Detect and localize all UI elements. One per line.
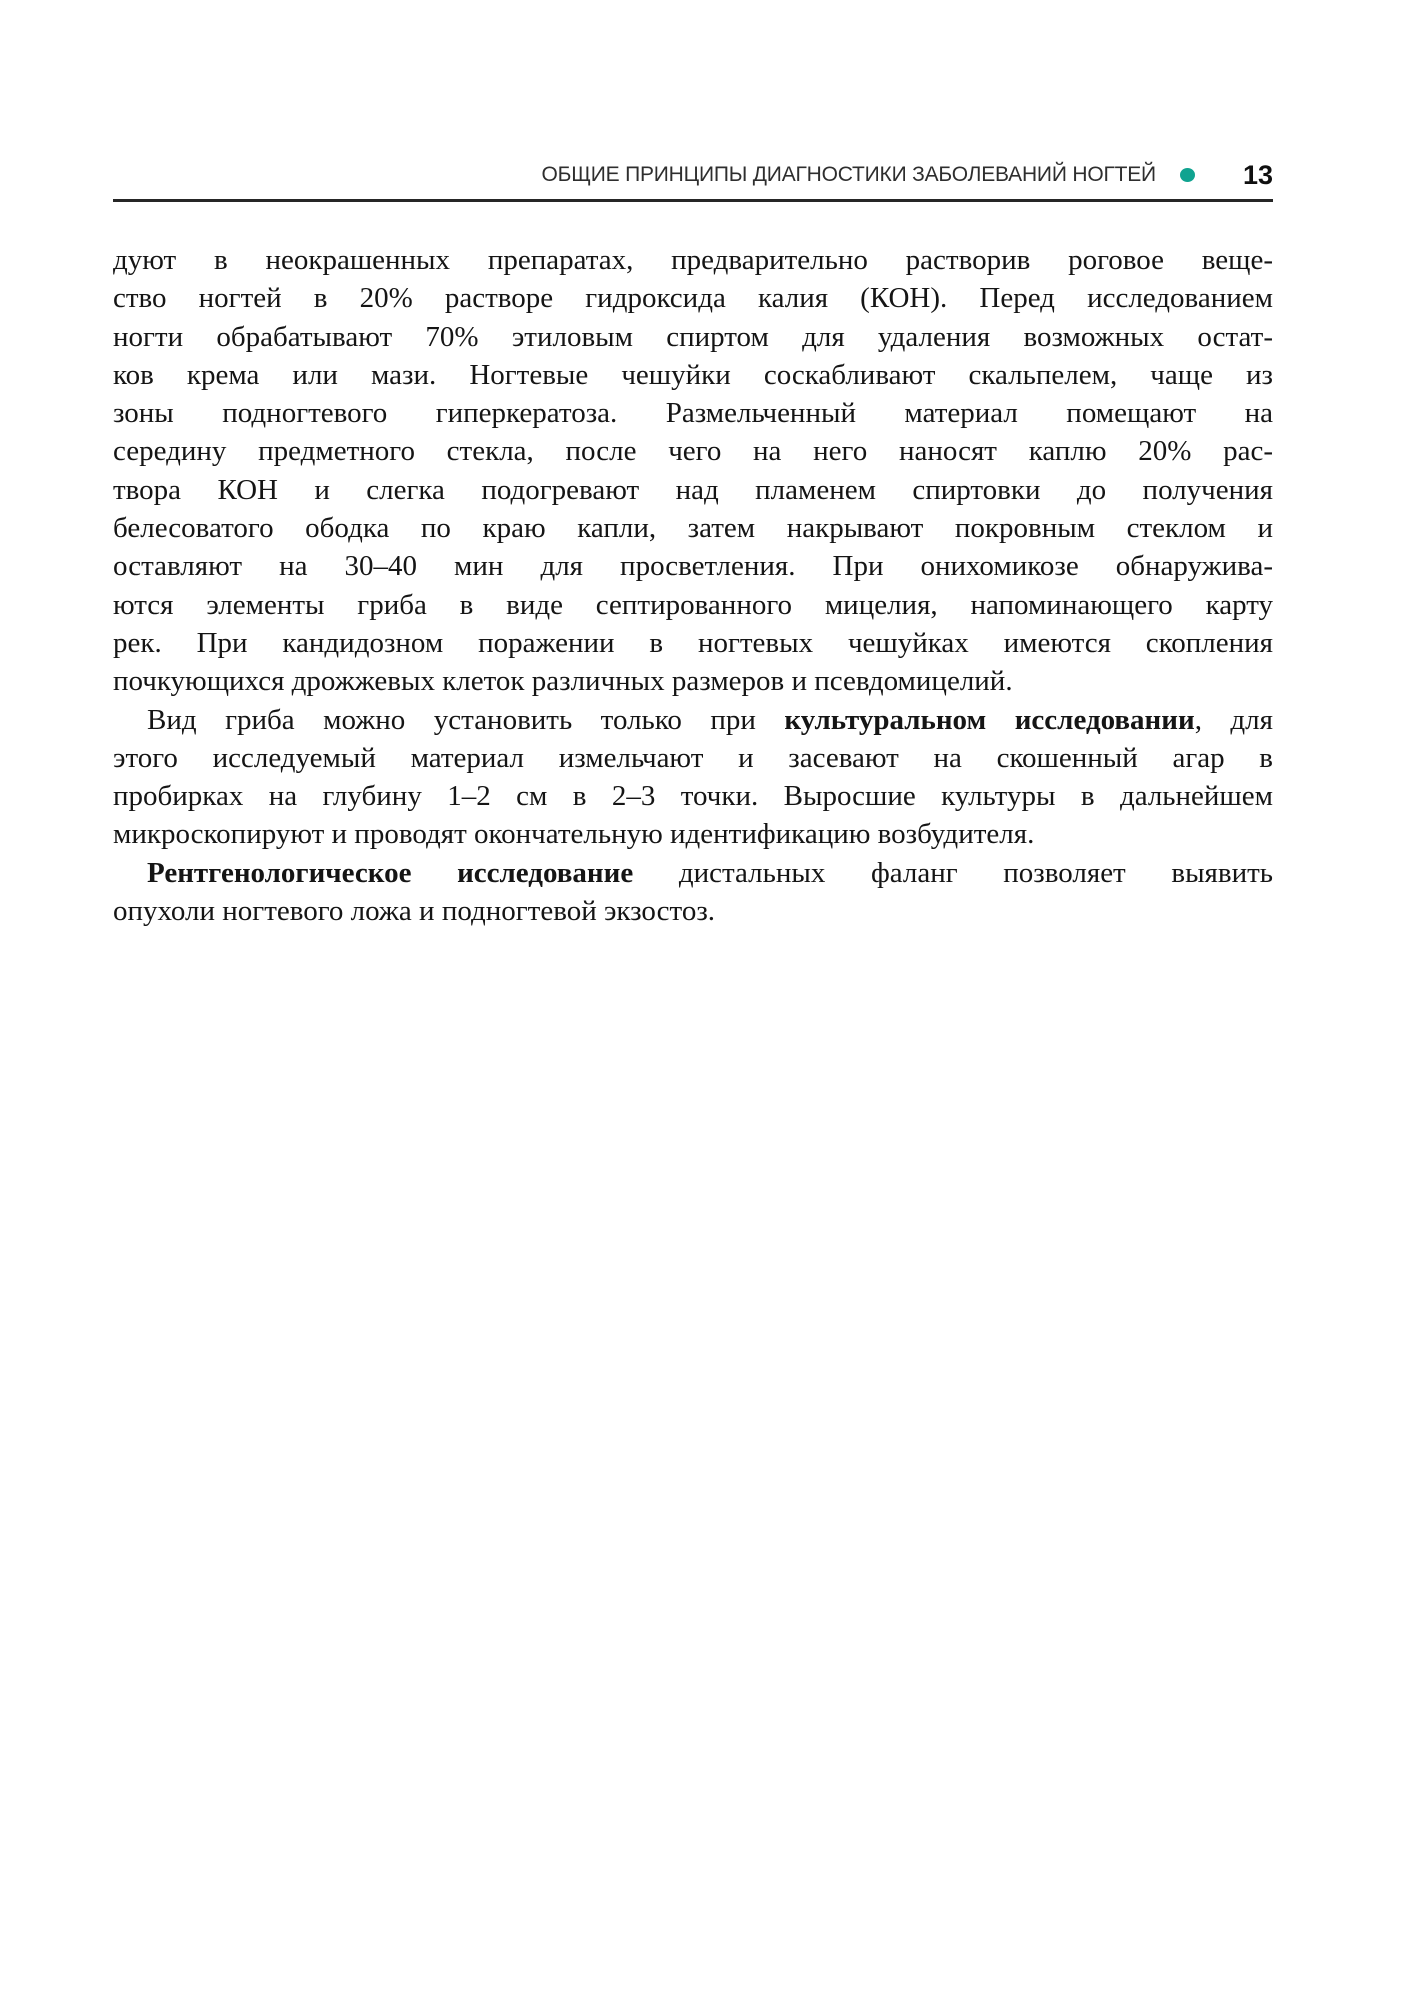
- text-segment: Вид гриба можно установить только при: [147, 703, 785, 736]
- text-line: [113, 662, 1273, 700]
- text-line: [113, 586, 1273, 624]
- text-segment: ногти обрабатывают 70% этиловым спиртом для удаления возможных остат-: [113, 320, 1273, 353]
- text-segment: этого исследуемый материал измельчают и засевают на скошенный агар в: [113, 741, 1273, 774]
- paragraph: [113, 854, 1273, 931]
- text-line: [113, 624, 1273, 662]
- text-segment: ство ногтей в 20% растворе гидроксида калия (КОН). Перед исследованием: [113, 282, 1273, 315]
- text-segment: , для: [1194, 703, 1273, 736]
- text-line: [113, 318, 1273, 356]
- text-segment: опухоли ногтевого ложа и подногтевой экзостоз.: [113, 895, 716, 928]
- text-segment: зоны подногтевого гиперкератоза. Размельченный материал помещают на: [113, 397, 1273, 430]
- text-line: [113, 547, 1273, 585]
- text-line: [113, 777, 1273, 815]
- text-segment: ков крема или мази. Ногтевые чешуйки соскабливают скальпелем, чаще из: [113, 358, 1273, 391]
- text-segment: оставляют на 30–40 мин для просветления. При онихомикозе обнаружива-: [113, 550, 1273, 583]
- text-line: [113, 394, 1273, 432]
- text-segment: почкующихся дрожжевых клеток различных размеров и псевдомицелий.: [113, 665, 1013, 698]
- bold-text-segment: Рентгенологическое исследование: [147, 856, 634, 889]
- text-segment: пробирках на глубину 1–2 см в 2–3 точки. Выросшие культуры в дальнейшем: [113, 780, 1273, 813]
- header-rule: [113, 199, 1273, 202]
- text-segment: микроскопируют и проводят окончательную идентификацию возбудителя.: [113, 818, 1035, 851]
- text-line: [113, 279, 1273, 317]
- page-number: 13: [1242, 159, 1273, 190]
- text-line: [113, 701, 1273, 739]
- text-line: [113, 356, 1273, 394]
- paragraph: [113, 241, 1273, 701]
- bullet-icon: [1180, 168, 1195, 182]
- text-line: [113, 509, 1273, 547]
- bold-text-segment: культуральном исследовании: [784, 703, 1195, 736]
- text-line: [113, 241, 1273, 279]
- text-line: [113, 739, 1273, 777]
- text-line: [113, 854, 1273, 892]
- text-line: [113, 892, 1273, 930]
- text-segment: дуют в неокрашенных препаратах, предварительно растворив роговое веще-: [113, 244, 1273, 276]
- running-title: ОБЩИЕ ПРИНЦИПЫ ДИАГНОСТИКИ ЗАБОЛЕВАНИЙ НОГТЕЙ: [541, 163, 1156, 186]
- running-header: [113, 156, 1273, 194]
- page-body: [113, 241, 1273, 930]
- text-segment: ются элементы гриба в виде септированного мицелия, напоминающего карту: [113, 588, 1273, 621]
- text-segment: дистальных фаланг позволяет выявить: [633, 856, 1273, 889]
- text-segment: белесоватого ободка по краю капли, затем накрывают покровным стеклом и: [113, 512, 1273, 545]
- text-segment: рек. При кандидозном поражении в ногтевых чешуйках имеются скопления: [113, 626, 1273, 659]
- text-segment: середину предметного стекла, после чего на него наносят каплю 20% рас-: [113, 435, 1273, 468]
- text-line: [113, 815, 1273, 853]
- text-line: [113, 432, 1273, 470]
- text-line: [113, 471, 1273, 509]
- text-segment: твора КОН и слегка подогревают над пламенем спиртовки до получения: [113, 473, 1273, 506]
- paragraph: [113, 701, 1273, 854]
